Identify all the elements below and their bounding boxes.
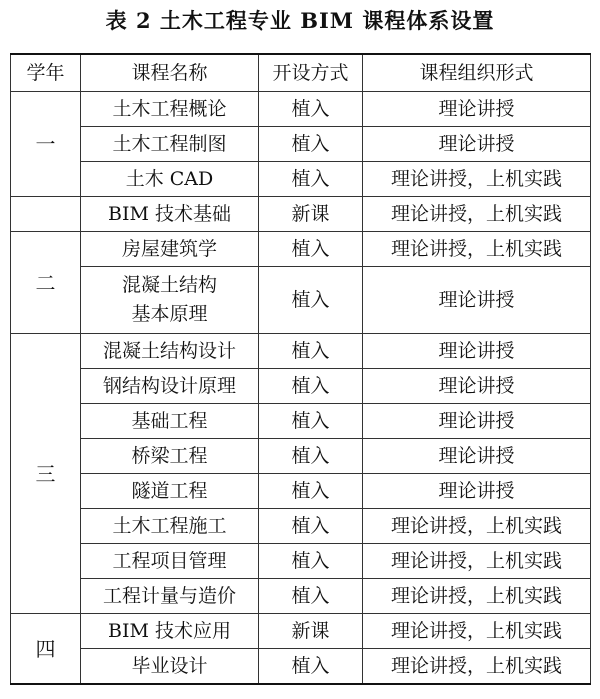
course-name-cell: 基础工程	[81, 404, 259, 439]
organization-form-cell: 理论讲授	[363, 474, 591, 509]
table-row	[11, 579, 591, 614]
offering-mode-cell: 植入	[259, 544, 363, 579]
course-name-cell: 混凝土结构设计	[81, 334, 259, 369]
offering-mode-cell: 植入	[259, 579, 363, 614]
table-row	[11, 614, 591, 649]
table-row	[11, 334, 591, 369]
course-name-cell: BIM 技术基础	[81, 197, 259, 232]
year-cell: 四	[11, 614, 81, 685]
course-name-line: 基本原理	[131, 303, 208, 325]
organization-form-cell: 理论讲授	[363, 369, 591, 404]
course-name-cell: 毕业设计	[81, 649, 259, 685]
offering-mode-cell: 植入	[259, 439, 363, 474]
header-row	[11, 54, 591, 92]
offering-mode-cell: 植入	[259, 404, 363, 439]
course-name-cell: 土木 CAD	[81, 162, 259, 197]
table-row	[11, 544, 591, 579]
course-name-cell: 土木工程施工	[81, 509, 259, 544]
offering-mode-cell: 植入	[259, 334, 363, 369]
table-row	[11, 92, 591, 127]
offering-mode-cell: 新课	[259, 197, 363, 232]
course-name-cell: 隧道工程	[81, 474, 259, 509]
course-name-line: 混凝土结构	[121, 274, 217, 296]
offering-mode-cell: 新课	[259, 614, 363, 649]
course-name-cell	[81, 267, 259, 334]
offering-mode-cell: 植入	[259, 162, 363, 197]
offering-mode-cell: 植入	[259, 369, 363, 404]
header-course-name: 课程名称	[81, 54, 259, 92]
offering-mode-cell: 植入	[259, 509, 363, 544]
course-name-cell: BIM 技术应用	[81, 614, 259, 649]
table-row	[11, 509, 591, 544]
course-name-cell: 桥梁工程	[81, 439, 259, 474]
organization-form-cell: 理论讲授，上机实践	[363, 649, 591, 685]
organization-form-cell: 理论讲授	[363, 334, 591, 369]
organization-form-cell: 理论讲授，上机实践	[363, 509, 591, 544]
table-row	[11, 267, 591, 334]
organization-form-cell: 理论讲授	[363, 404, 591, 439]
year-cell-empty	[11, 197, 81, 232]
table-row	[11, 649, 591, 685]
curriculum-table	[10, 53, 591, 685]
organization-form-cell: 理论讲授，上机实践	[363, 544, 591, 579]
course-name-cell: 工程计量与造价	[81, 579, 259, 614]
offering-mode-cell: 植入	[259, 649, 363, 685]
offering-mode-cell: 植入	[259, 232, 363, 267]
course-name-cell: 工程项目管理	[81, 544, 259, 579]
course-name-cell: 房屋建筑学	[81, 232, 259, 267]
organization-form-cell: 理论讲授，上机实践	[363, 232, 591, 267]
organization-form-cell: 理论讲授，上机实践	[363, 579, 591, 614]
header-year: 学年	[11, 54, 81, 92]
organization-form-cell: 理论讲授	[363, 439, 591, 474]
organization-form-cell: 理论讲授	[363, 127, 591, 162]
table-row	[11, 127, 591, 162]
curriculum-table-wrapper	[10, 53, 590, 685]
offering-mode-cell: 植入	[259, 92, 363, 127]
header-offering-mode: 开设方式	[259, 54, 363, 92]
table-row	[11, 369, 591, 404]
table-row	[11, 162, 591, 197]
offering-mode-cell: 植入	[259, 267, 363, 334]
organization-form-cell: 理论讲授	[363, 267, 591, 334]
offering-mode-cell: 植入	[259, 127, 363, 162]
table-row	[11, 474, 591, 509]
organization-form-cell: 理论讲授，上机实践	[363, 614, 591, 649]
organization-form-cell: 理论讲授	[363, 92, 591, 127]
year-cell: 一	[11, 92, 81, 197]
offering-mode-cell: 植入	[259, 474, 363, 509]
table-row	[11, 439, 591, 474]
table-row	[11, 232, 591, 267]
course-name-cell: 土木工程制图	[81, 127, 259, 162]
course-name-cell: 钢结构设计原理	[81, 369, 259, 404]
course-name-cell: 土木工程概论	[81, 92, 259, 127]
organization-form-cell: 理论讲授，上机实践	[363, 162, 591, 197]
organization-form-cell: 理论讲授，上机实践	[363, 197, 591, 232]
year-cell: 三	[11, 334, 81, 614]
year-cell: 二	[11, 232, 81, 334]
table-row	[11, 197, 591, 232]
header-organization-form: 课程组织形式	[363, 54, 591, 92]
table-row	[11, 404, 591, 439]
table-caption: 表 2 土木工程专业 BIM 课程体系设置	[105, 8, 495, 33]
